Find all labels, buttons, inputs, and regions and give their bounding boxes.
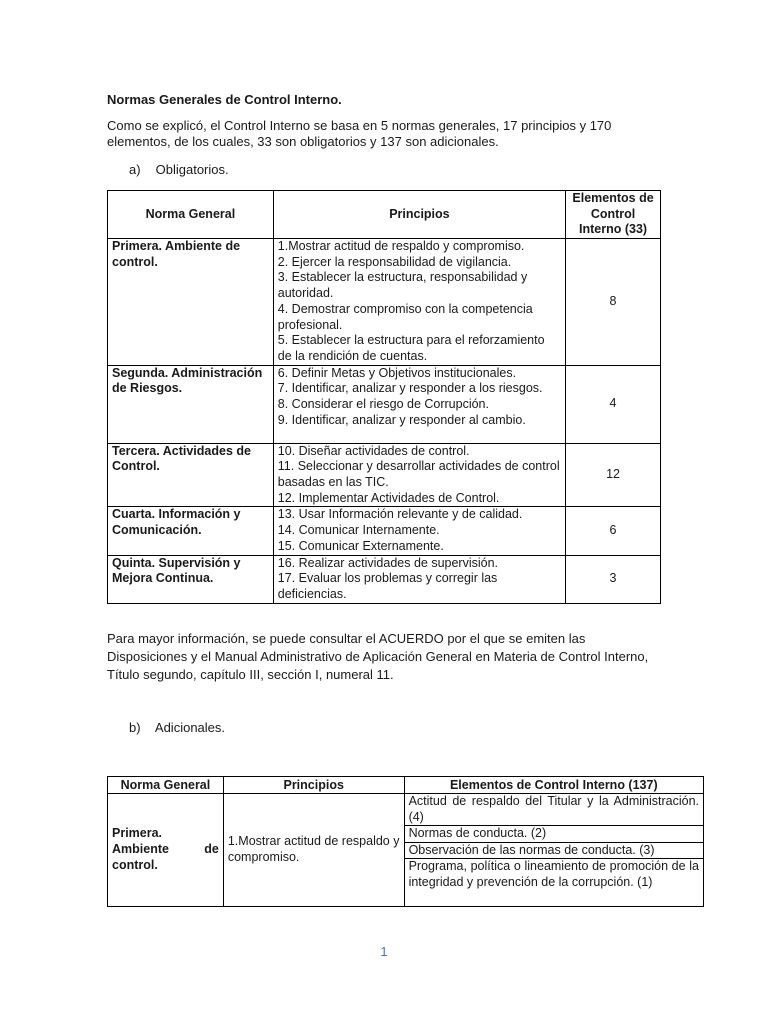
list-item: 1.Mostrar actitud de respaldo y compromiso.: [277, 239, 525, 253]
section-a-label: a): [129, 162, 141, 177]
list-item: 14. Comunicar Internamente.: [277, 523, 440, 538]
principios-cell: [273, 239, 565, 366]
norma-cell: Quinta. Supervisión y Mejora Continua.: [108, 555, 274, 603]
list-item: 13. Usar Información relevante y de calidad.: [277, 507, 523, 522]
norma-cell: Tercera. Actividades de Control.: [108, 443, 274, 507]
principios-cell: 1.Mostrar actitud de respaldo y compromiso.: [223, 794, 404, 907]
page-number: 1: [380, 944, 388, 959]
list-item: 8. Considerar el riesgo de Corrupción.: [277, 397, 489, 412]
header-elementos: Elementos de Control Interno (33): [566, 191, 661, 239]
list-item: 5. Establecer la estructura para el reforzamiento de la rendición de cuentas.: [277, 333, 545, 363]
principios-cell: [273, 507, 565, 555]
norma-cell: Segunda. Administración de Riesgos.: [108, 365, 274, 443]
list-item: 16. Realizar actividades de supervisión.: [277, 555, 499, 570]
table-row: [108, 365, 661, 443]
elemento-cell: Actitud de respaldo del Titular y la Administración. (4): [404, 794, 703, 826]
elemento-cell: Observación de las normas de conducta. (3): [404, 842, 703, 859]
principios-cell: [273, 365, 565, 443]
section-b-text: Adicionales.: [154, 720, 226, 735]
section-b-heading: [129, 720, 225, 735]
table-row: [108, 794, 704, 826]
section-b-label: b): [129, 720, 141, 735]
list-item: 17. Evaluar los problemas y corregir las deficiencias.: [277, 571, 498, 601]
section-a-heading: [129, 162, 229, 177]
elementos-cell: 6: [566, 507, 661, 555]
list-item: 12. Implementar Actividades de Control.: [277, 490, 500, 505]
principios-cell: [273, 443, 565, 507]
adicionales-table: [107, 776, 704, 907]
table-row: [108, 239, 661, 366]
list-item: 10. Diseñar actividades de control.: [277, 443, 470, 458]
elementos-cell: 12: [566, 443, 661, 507]
norma-cell: Primera. Ambiente de control.: [108, 239, 274, 366]
list-item: 15. Comunicar Externamente.: [277, 538, 444, 553]
list-item: 2. Ejercer la responsabilidad de vigilancia.: [277, 254, 512, 269]
header-norma-general: Norma General: [108, 777, 224, 794]
header-principios: Principios: [223, 777, 404, 794]
header-norma-general: Norma General: [108, 191, 274, 239]
list-item: 4. Demostrar compromiso con la competencia profesional.: [277, 301, 533, 332]
info-paragraph: Para mayor información, se puede consultar el ACUERDO por el que se emiten las Disposiciones y el Manual Administrativo de Aplicación General en Materia de Control Interno, Título segundo, capítulo III, sección I, numeral 11.: [107, 631, 649, 682]
list-item: 11. Seleccionar y desarrollar actividades de control basadas en las TIC.: [277, 459, 560, 490]
obligatorios-table: [107, 190, 661, 604]
header-principios: Principios: [273, 191, 565, 239]
document-title: Normas Generales de Control Interno.: [107, 92, 342, 107]
elementos-cell: 4: [566, 365, 661, 443]
table-row: [108, 507, 661, 555]
norma-cell: Primera. Ambiente de control.: [108, 794, 224, 907]
elemento-cell: Programa, política o lineamiento de promoción de la integridad y prevención de la corrupción. (1): [404, 859, 703, 907]
elementos-cell: 8: [566, 239, 661, 366]
table-row: [108, 555, 661, 603]
intro-paragraph: Como se explicó, el Control Interno se basa en 5 normas generales, 17 principios y 170 elementos, de los cuales, 33 son obligatorios y 137 son adicionales.: [107, 118, 612, 149]
list-item: 9. Identificar, analizar y responder al cambio.: [277, 412, 526, 427]
list-item: 6. Definir Metas y Objetivos institucionales.: [277, 365, 517, 380]
list-item: 3. Establecer la estructura, responsabilidad y autoridad.: [277, 270, 528, 301]
elementos-cell: 3: [566, 555, 661, 603]
section-a-text: Obligatorios.: [155, 162, 229, 177]
elemento-cell: Normas de conducta. (2): [404, 826, 703, 843]
table-row: [108, 443, 661, 507]
list-item: 7. Identificar, analizar y responder a los riesgos.: [277, 381, 543, 396]
norma-cell: Cuarta. Información y Comunicación.: [108, 507, 274, 555]
header-elementos: Elementos de Control Interno (137): [404, 777, 703, 794]
principios-cell: [273, 555, 565, 603]
